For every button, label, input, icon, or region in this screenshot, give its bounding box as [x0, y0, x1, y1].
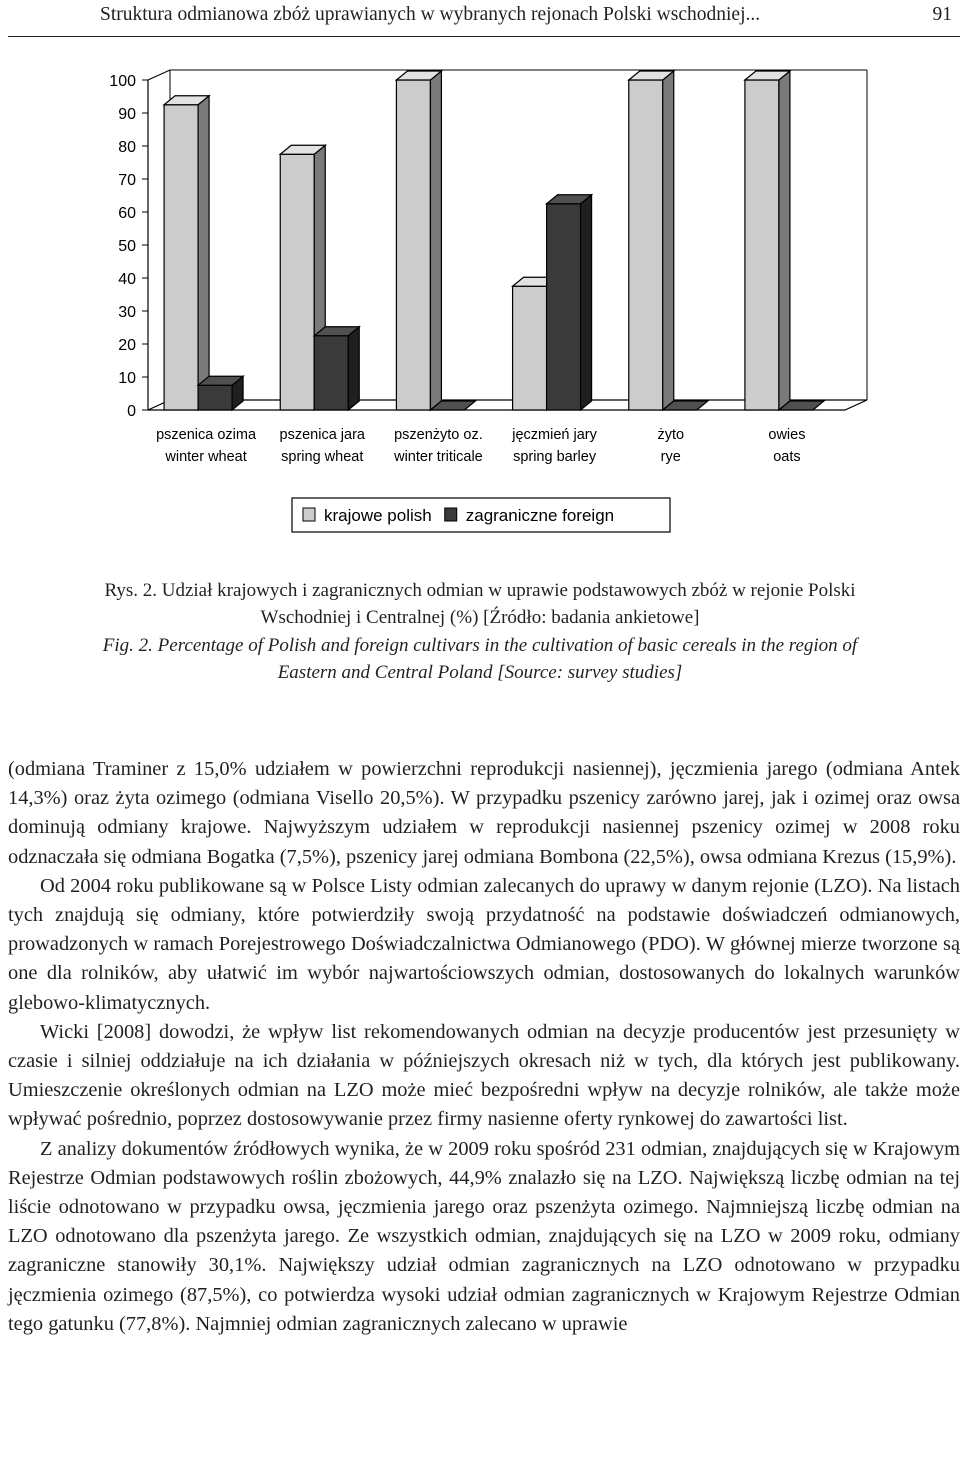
- y-tick-label-70: 70: [118, 172, 136, 189]
- x-category-label-pl-2: pszenżyto oz.: [394, 427, 483, 443]
- legend-swatch-0: [303, 508, 315, 521]
- x-category-label-pl-1: pszenica jara: [279, 427, 365, 443]
- y-tick-label-40: 40: [118, 271, 136, 288]
- y-tick-label-60: 60: [118, 205, 136, 222]
- x-category-label-en-4: rye: [660, 449, 681, 465]
- x-category-label-en-3: spring barley: [513, 449, 597, 465]
- y-tick-label-30: 30: [118, 304, 136, 321]
- figure-caption-pl: [0, 577, 960, 631]
- bar-3-0-front: [513, 286, 547, 410]
- y-tick-label-0: 0: [127, 403, 136, 420]
- paragraph-2: Od 2004 roku publikowane są w Polsce Listy odmian zalecanych do uprawy w danym rejonie (LZO). Na listach tych znajdują się odmiany, które potwierdziły swoją przydatność na podstawie doświadczeń odmianowych, prowadzonych w ramach Porejestrowego Doświadczalnictwa Odmianowego (PDO). W głównej mierze tworzone są one dla rolników, aby ułatwić im wybór najwartościowszych odmian, dostosowanych do lokalnych warunków glebowo-klimatycznych.: [8, 874, 960, 1014]
- legend-label-0: krajowe polish: [324, 506, 432, 525]
- bar-0-1-front: [198, 385, 232, 410]
- y-tick-label-100: 100: [109, 73, 136, 90]
- bar-5-0-side: [779, 71, 790, 410]
- bar-3-1-front: [547, 204, 581, 410]
- x-category-label-en-0: winter wheat: [165, 449, 247, 465]
- x-category-label-en-2: winter triticale: [394, 449, 483, 465]
- bar-1-0-front: [280, 154, 314, 410]
- caption-pl-line-2: Wschodniej i Centralnej (%) [Źródło: badania ankietowe]: [260, 607, 700, 628]
- bar-4-0-front: [629, 80, 663, 410]
- bar-2-0-front: [396, 80, 430, 410]
- running-header: [8, 0, 960, 37]
- figure-caption-en: [0, 632, 960, 686]
- running-title: Struktura odmianowa zbóż uprawianych w wybranych rejonach Polski wschodniej...: [100, 4, 761, 25]
- body-text: [8, 755, 960, 1339]
- paragraph-3: Wicki [2008] dowodzi, że wpływ list rekomendowanych odmian na decyzje producentów jest przesunięty w czasie i silniej oddziałuje na ich działania w późniejszych okresach niż w tych, dla których jest publikowany. Umieszczenie określonych odmian na LZO może mieć bezpośredni wpływ na decyzje rolników, ale także może wpływać pośrednio, poprzez dostosowywanie przez firmy nasienne oferty rynkowej do zawartości list.: [8, 1020, 960, 1131]
- caption-en-line-1: Fig. 2. Percentage of Polish and foreign cultivars in the cultivation of basic cereals in the region of: [102, 635, 858, 656]
- paragraph-1: (odmiana Traminer z 15,0% udziałem w powierzchni reprodukcji nasiennej), jęczmienia jarego (odmiana Antek 14,3%) oraz żyta ozimego (odmiana Visello 20,5%). W przypadku pszenicy zarówno jarej, jak i ozimej oraz owsa dominują odmiany krajowe. Najwyższym udziałem w reprodukcji nasiennej pszenicy ozimej w 2008 roku odznaczała się odmiana Bogatka (7,5%), pszenicy jarej odmiana Bombona (22,5%), owsa odmiana Krezus (15,9%).: [8, 758, 960, 868]
- bar-chart: [0, 60, 960, 560]
- page-number: 91: [932, 4, 952, 25]
- x-category-label-pl-3: jęczmień jary: [512, 427, 597, 443]
- x-category-label-pl-5: owies: [768, 427, 806, 443]
- x-category-label-en-5: oats: [773, 449, 801, 465]
- bar-5-0-front: [745, 80, 779, 410]
- bar-4-0-side: [663, 71, 674, 410]
- bar-3-1-side: [581, 195, 592, 410]
- y-tick-label-10: 10: [118, 370, 136, 387]
- y-tick-label-90: 90: [118, 106, 136, 123]
- bar-1-1-front: [314, 336, 348, 410]
- x-category-label-en-1: spring wheat: [281, 449, 364, 465]
- x-category-label-pl-0: pszenica ozima: [156, 427, 257, 443]
- y-tick-label-20: 20: [118, 337, 136, 354]
- paragraph-4: Z analizy dokumentów źródłowych wynika, że w 2009 roku spośród 231 odmian, znajdujących się w Krajowym Rejestrze Odmian podstawowych roślin zbożowych, 44,9% znalazło się na LZO. Największą liczbę odmian na tej liście odnotowano w przypadku owsa, jęczmienia jarego oraz pszenżyta ozimego. Najmniejszą liczbę odmian na LZO odnotowano dla pszenżyta jarego. Ze wszystkich odmian, znajdujących się na LZO w 2009 roku, odmiany zagraniczne stanowiły 30,1%. Największy udział odmian zagranicznych na LZO odnotowano w przypadku jęczmienia ozimego (87,5%), co potwierdza wysoki udział odmian zagranicznych w Krajowym Rejestrze Odmian tego gatunku (77,8%). Najmniej odmian zagranicznych zalecano w uprawie: [8, 1137, 960, 1335]
- bar-0-0-front: [164, 105, 198, 410]
- bar-1-1-side: [348, 327, 359, 410]
- caption-pl-line-1: Rys. 2. Udział krajowych i zagranicznych odmian w uprawie podstawowych zbóż w rejonie Polski: [104, 580, 856, 601]
- y-tick-label-50: 50: [118, 238, 136, 255]
- y-tick-label-80: 80: [118, 139, 136, 156]
- x-category-label-pl-4: żyto: [657, 427, 685, 443]
- bar-2-0-side: [430, 71, 441, 410]
- caption-en-line-2: Eastern and Central Poland [Source: survey studies]: [277, 662, 683, 683]
- legend-swatch-1: [445, 508, 457, 521]
- bar-0-0-side: [198, 96, 209, 410]
- legend-label-1: zagraniczne foreign: [465, 506, 615, 525]
- y-axis-top-link: [148, 70, 170, 80]
